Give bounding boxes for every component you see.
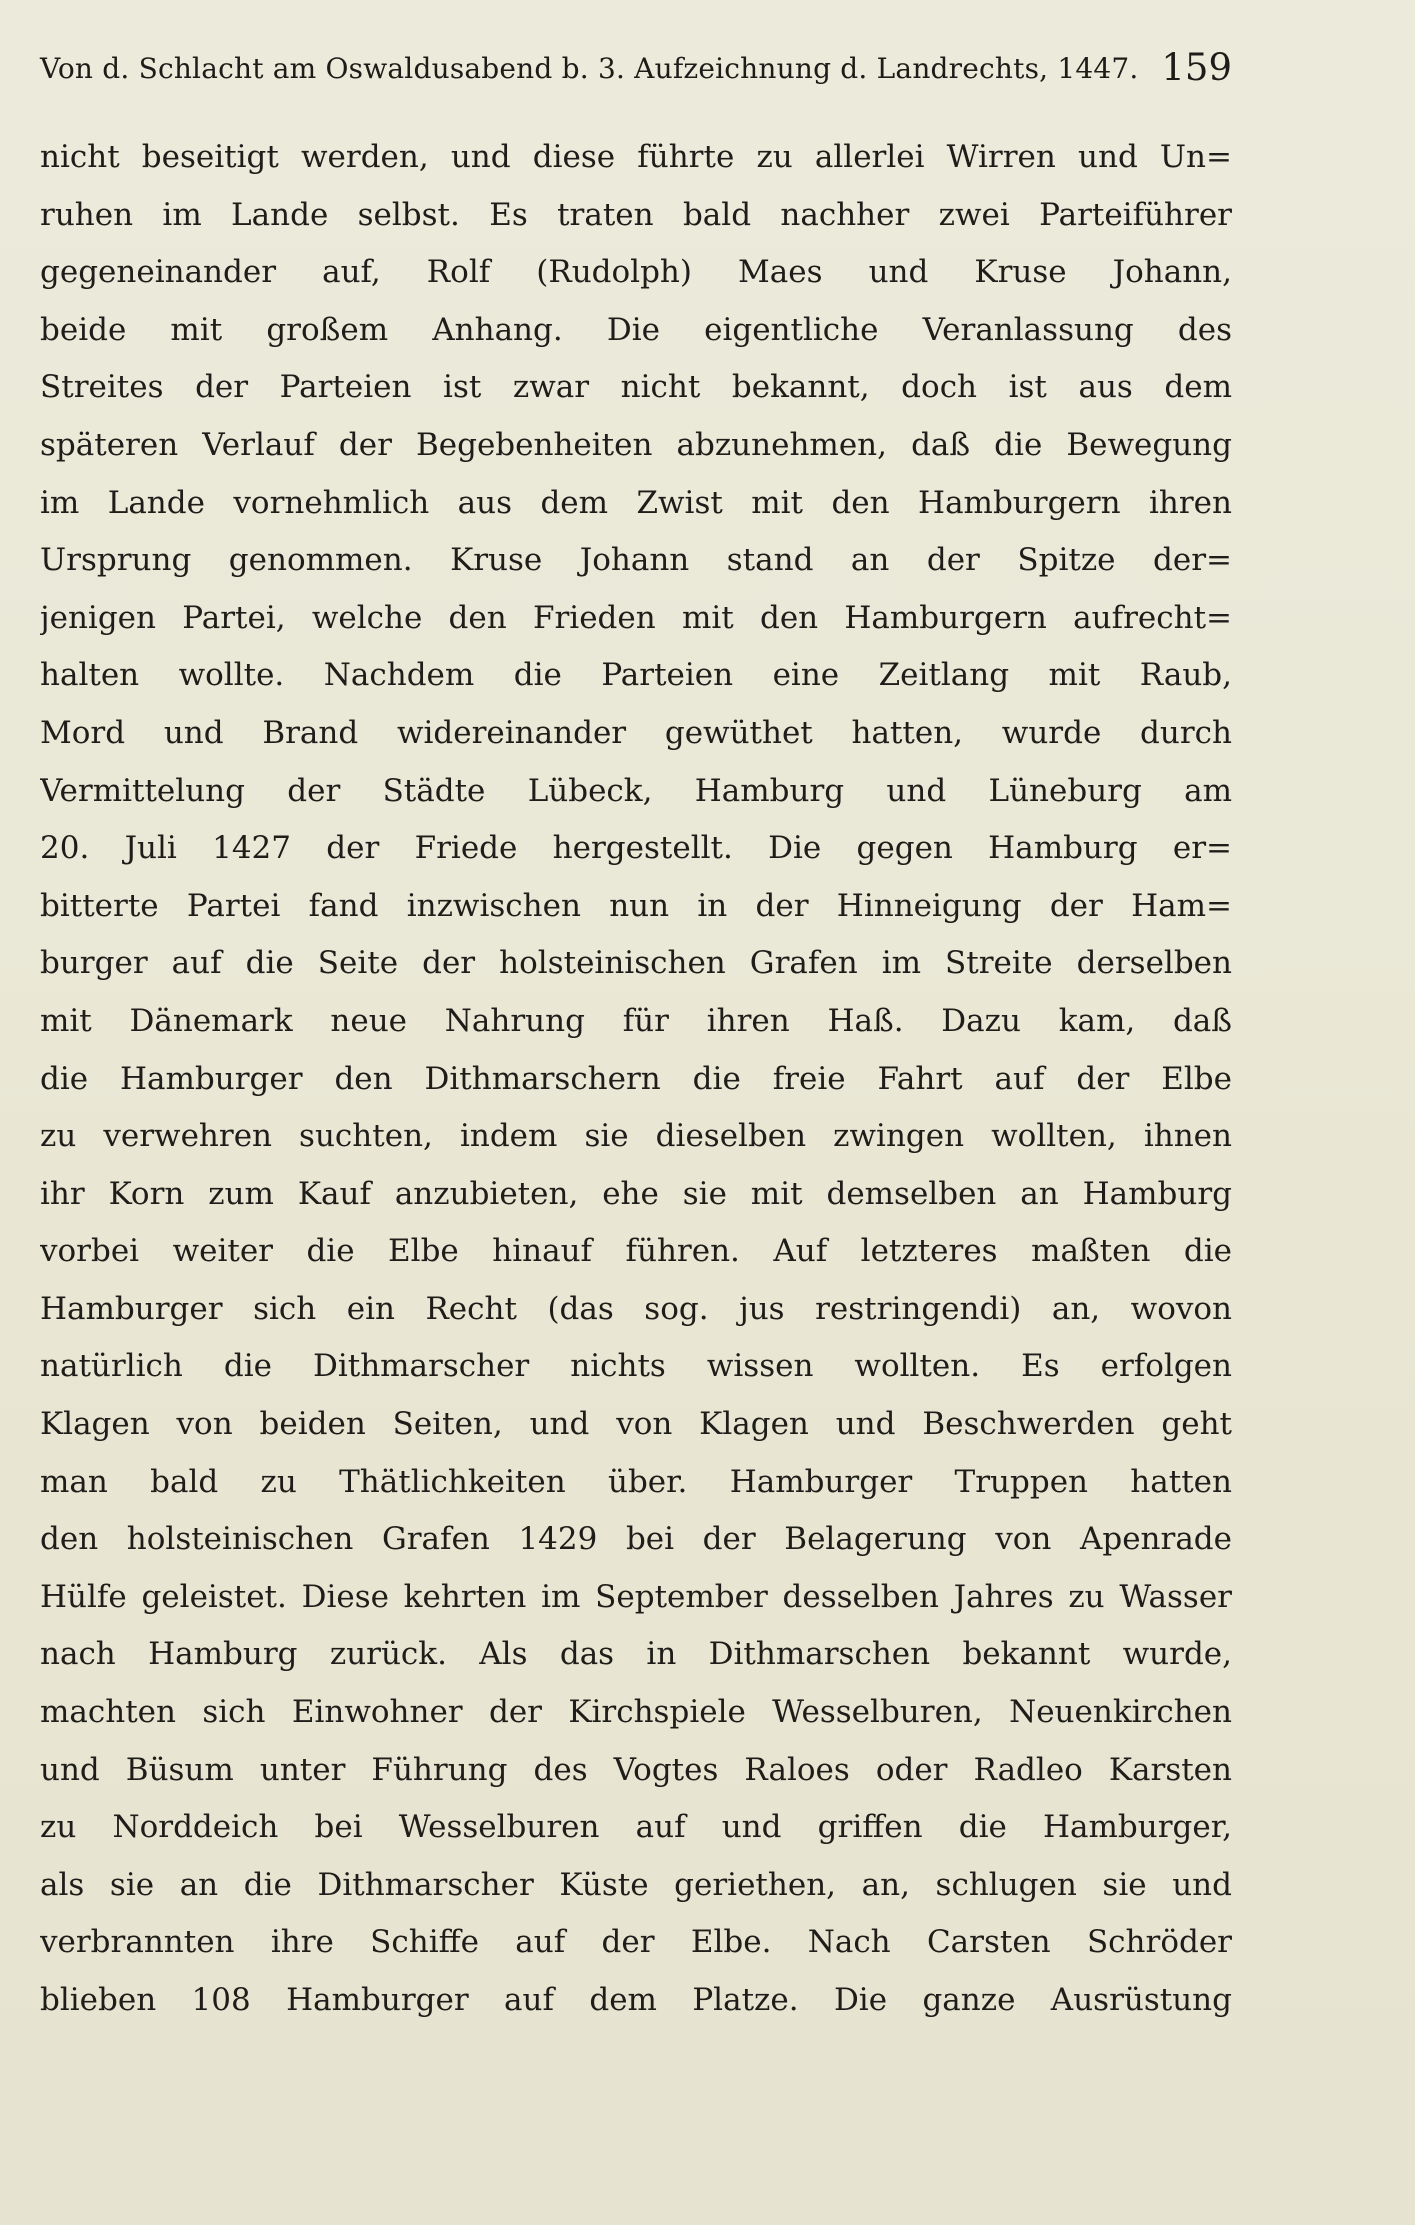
text-line: Mord und Brand widereinander gewüthet hatten, wurde durch bbox=[40, 714, 1232, 751]
text-line: natürlich die Dithmarscher nichts wissen wollten. Es erfolgen bbox=[40, 1348, 1232, 1385]
text-line: zu verwehren suchten, indem sie dieselben zwingen wollten, ihnen bbox=[40, 1118, 1232, 1155]
text-line: verbrannten ihre Schiffe auf der Elbe. Nach Carsten Schröder bbox=[40, 1924, 1232, 1961]
text-line: Klagen von beiden Seiten, und von Klagen und Beschwerden geht bbox=[40, 1406, 1232, 1443]
text-line: und Büsum unter Führung des Vogtes Raloes oder Radleo Karsten bbox=[40, 1751, 1232, 1788]
text-line: mit Dänemark neue Nahrung für ihren Haß. Dazu kam, daß bbox=[40, 1002, 1232, 1039]
text-line: ruhen im Lande selbst. Es traten bald nachher zwei Parteiführer bbox=[40, 196, 1232, 233]
text-line: die Hamburger den Dithmarschern die freie Fahrt auf der Elbe bbox=[40, 1060, 1232, 1097]
text-line: als sie an die Dithmarscher Küste geriethen, an, schlugen sie und bbox=[40, 1866, 1232, 1903]
text-line: nicht beseitigt werden, und diese führte zu allerlei Wirren und Un= bbox=[40, 139, 1232, 175]
text-line: zu Norddeich bei Wesselburen auf und griffen die Hamburger, bbox=[40, 1809, 1232, 1846]
text-line: bitterte Partei fand inzwischen nun in der Hinneigung der Ham= bbox=[40, 887, 1232, 924]
text-line: ihr Korn zum Kauf anzubieten, ehe sie mit demselben an Hamburg bbox=[40, 1175, 1232, 1212]
text-line: jenigen Partei, welche den Frieden mit den Hamburgern aufrecht= bbox=[40, 599, 1232, 636]
text-line: nach Hamburg zurück. Als das in Dithmarschen bekannt wurde, bbox=[40, 1636, 1232, 1673]
text-line: halten wollte. Nachdem die Parteien eine Zeitlang mit Raub, bbox=[40, 657, 1232, 694]
text-line: Vermittelung der Städte Lübeck, Hamburg und Lüneburg am bbox=[40, 772, 1232, 809]
text-line: vorbei weiter die Elbe hinauf führen. Auf letzteres maßten die bbox=[40, 1233, 1232, 1270]
text-line: Streites der Parteien ist zwar nicht bekannt, doch ist aus dem bbox=[40, 369, 1232, 406]
running-head-title: Von d. Schlacht am Oswaldusabend b. 3. Aufzeichnung d. Landrechts, 1447. bbox=[40, 52, 1139, 85]
text-line: beide mit großem Anhang. Die eigentliche Veranlassung des bbox=[40, 311, 1232, 348]
text-line: Hülfe geleistet. Diese kehrten im September desselben Jahres zu Wasser bbox=[40, 1578, 1232, 1615]
running-head bbox=[40, 46, 1232, 98]
text-line: späteren Verlauf der Begebenheiten abzunehmen, daß die Bewegung bbox=[40, 426, 1232, 463]
text-line: blieben 108 Hamburger auf dem Platze. Die ganze Ausrüstung bbox=[40, 1982, 1232, 2018]
text-line: burger auf die Seite der holsteinischen Grafen im Streite derselben bbox=[40, 945, 1232, 982]
text-line: Ursprung genommen. Kruse Johann stand an der Spitze der= bbox=[40, 542, 1232, 579]
text-line: man bald zu Thätlichkeiten über. Hamburger Truppen hatten bbox=[40, 1463, 1232, 1500]
text-line: machten sich Einwohner der Kirchspiele Wesselburen, Neuenkirchen bbox=[40, 1694, 1232, 1731]
text-line: 20. Juli 1427 der Friede hergestellt. Die gegen Hamburg er= bbox=[40, 830, 1232, 867]
text-line: im Lande vornehmlich aus dem Zwist mit den Hamburgern ihren bbox=[40, 484, 1232, 521]
text-line: gegeneinander auf, Rolf (Rudolph) Maes und Kruse Johann, bbox=[40, 254, 1232, 291]
body-text bbox=[40, 129, 1232, 2030]
text-line: den holsteinischen Grafen 1429 bei der Belagerung von Apenrade bbox=[40, 1521, 1232, 1558]
page-number: 159 bbox=[1161, 46, 1232, 89]
text-line: Hamburger sich ein Recht (das sog. jus restringendi) an, wovon bbox=[40, 1290, 1232, 1327]
